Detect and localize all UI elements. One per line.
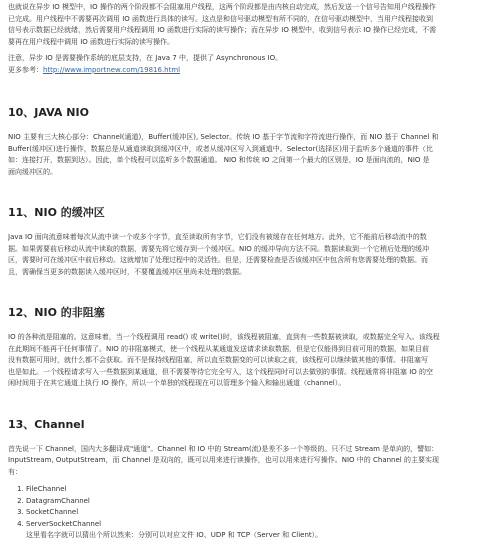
intro-line-4: 要再在用户线程中调用 IO 函数进行实际的读写操作。 — [8, 37, 175, 46]
section-11-line-1: Java IO 面向流意味着每次从流中读一个或多个字节，直至读取所有字节，它们没有被缓存在任何地方。此外，它不能前后移动流中的数 — [8, 233, 427, 241]
section-12-line-2: 在此期间不能再干任何事情了。NIO 的非阻塞模式，使一个线程从某通道发送请求读取数据，但是它仅能得到目前可用的数据，如果目前 — [8, 344, 430, 353]
section-10-title: 10、JAVA NIO — [8, 106, 89, 119]
section-12 — [8, 278, 477, 390]
section-10-line-3: 如：连接打开，数据到达）。因此，单个线程可以监听多个数据通道。 NIO 和传统 IO 之间第一个最大的区别是，IO 是面向流的，NIO 是 — [8, 156, 430, 164]
section-11-title: 11、NIO 的缓冲区 — [8, 206, 105, 219]
section-13-title: 13、Channel — [8, 417, 85, 431]
section-13-line-3: 有： — [8, 467, 22, 476]
section-11-line-3: 区，需要时可在缓冲区中前后移动。这就增加了处理过程中的灵活性。但是，还需要检查是否该缓冲区中包含所有您需要处理的数据。而 — [8, 256, 428, 264]
section-10-line-4: 面向缓冲区的。 — [8, 167, 57, 176]
channel-list — [8, 484, 477, 530]
section-12-line-4: 也是如此。一个线程请求写入一些数据到某通道，但不需要等待它完全写入，这个线程同时可以去做别的事情。线程通常将非阻塞 IO 的空 — [8, 367, 434, 376]
section-11-line-4: 且，需确保当更多的数据读入缓冲区时，不要覆盖缓冲区里尚未处理的数据。 — [8, 267, 246, 276]
list-item: 3. SocketChannel — [26, 507, 477, 519]
list-item: 4. ServerSocketChannel — [26, 519, 477, 531]
list-item: 2. DatagramChannel — [26, 496, 477, 508]
list-item: 1. FileChannel — [26, 484, 477, 496]
more-reference — [8, 65, 477, 77]
intro-line-2: 已完成。用户线程中不需要再次调用 IO 函数进行具体的读写。这点是和信号驱动模型有所不同的，在信号驱动模型中，当用户线程接收到 — [8, 14, 434, 23]
intro-line-1: 也就说在异步 IO 模型中，IO 操作的两个阶段都不会阻塞用户线程，这两个阶段都是由内核自动完成，然后发送一个信号告知用户线程操作 — [8, 3, 436, 11]
more-label: 更多参考： — [8, 65, 43, 74]
section-13-line-2: InputStream, OutputStream，而 Channel 是双向的，既可以用来进行读操作，也可以用来进行写操作。NIO 中的 Channel 的主要实现 — [8, 456, 439, 464]
section-12-line-1: IO 的各种流是阻塞的。这意味着，当一个线程调用 read() 或 write()时，该线程被阻塞，直到有一些数据被读取，或数据完全写入。该线程 — [8, 333, 440, 341]
section-12-line-5: 闲时间用于在其它通道上执行 IO 操作，所以一个单独的线程现在可以管理多个输入和输出通道（channel）。 — [8, 379, 346, 387]
intro-line-3: 信号表示数据已经就绪，然后需要用户线程调用 IO 函数进行实际的读写操作；而在异步 IO 模型中，收到信号表示 IO 操作已经完成，不需 — [8, 26, 437, 34]
section-10-line-2: Buffer(缓冲区)进行操作，数据总是从通道读取到缓冲区中，或者从缓冲区写入到通道中。Selector(选择区)用于监听多个通道的事件（比 — [8, 144, 433, 153]
section-11-line-2: 据。如果需要前后移动从流中读取的数据，需要先将它缓存到一个缓冲区。NIO 的缓冲导向方法不同。数据读取到一个它稍后处理的缓冲 — [8, 244, 430, 253]
section-12-title: 12、NIO 的非阻塞 — [8, 306, 105, 319]
section-13-line-1: 首先说一下 Channel，国内大多翻译成"通道"。Channel 和 IO 中的 Stream(流)是差不多一个等级的。只不过 Stream 是单向的，譬如： — [8, 444, 439, 453]
intro-block — [8, 0, 477, 76]
section-13 — [8, 390, 477, 542]
section-10 — [8, 76, 477, 178]
section-10-line-1: NIO 主要有三大核心部分：Channel(通道)，Buffer(缓冲区), Selector。传统 IO 基于字节流和字符流进行操作，而 NIO 基于 Channel 和 — [8, 133, 439, 141]
note-line: 注意，异步 IO 是需要操作系统的底层支持，在 Java 7 中，提供了 Asynchronous IO。 — [8, 54, 283, 62]
reference-link[interactable]: http://www.importnew.com/19816.html — [43, 65, 181, 74]
section-11 — [8, 178, 477, 278]
channel-note: 这里看名字就可以猜出个所以然来：分别可以对应文件 IO、UDP 和 TCP（Server 和 Client）。 — [26, 531, 323, 539]
section-12-line-3: 没有数据可用时，就什么都不会获取。而不是保持线程阻塞，所以直至数据变的可以读取之前，该线程可以继续做其他的事情。非阻塞写 — [8, 356, 428, 364]
